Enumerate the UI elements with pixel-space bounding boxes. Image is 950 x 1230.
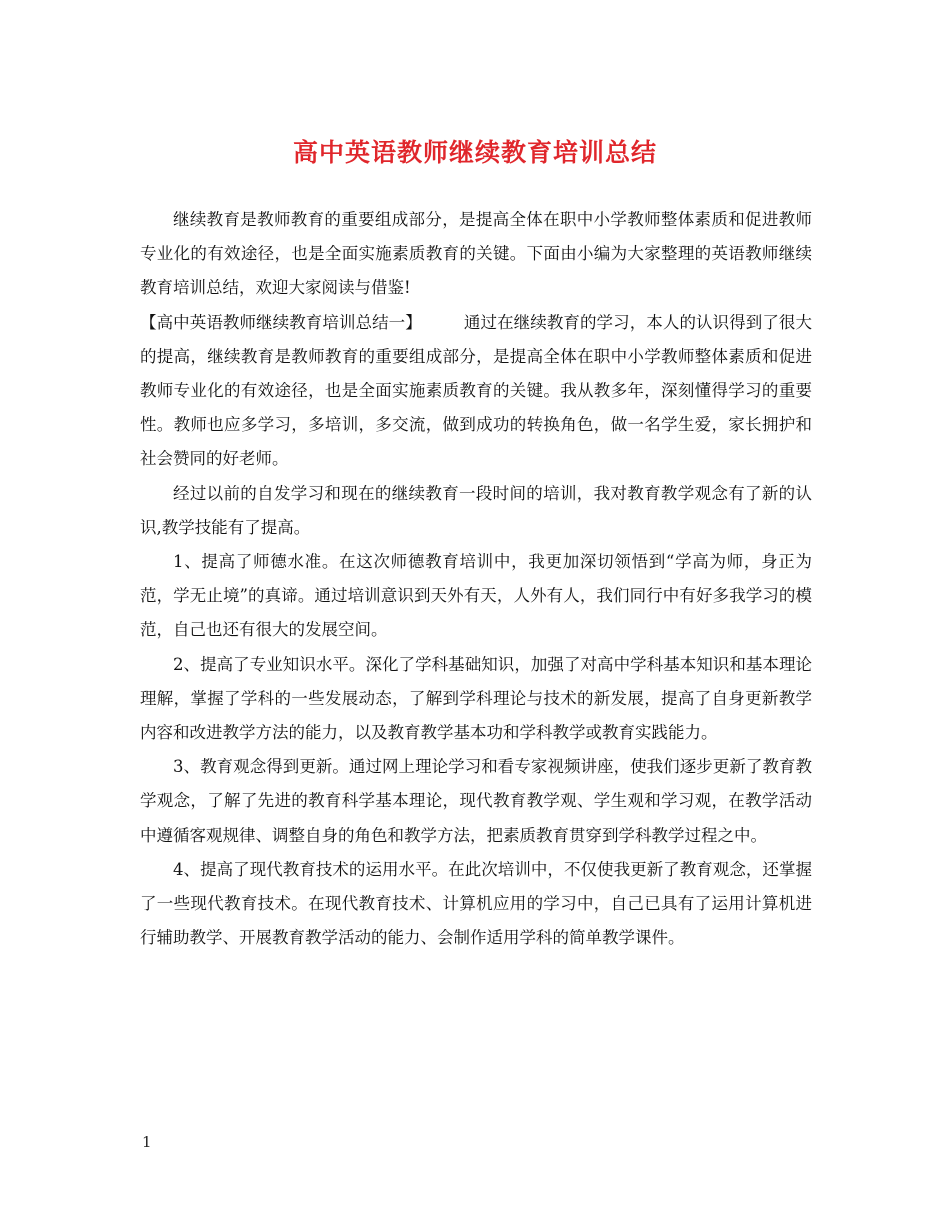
section-one-paragraph [140,306,812,477]
point-four: 4、提高了现代教育技术的运用水平。在此次培训中，不仅使我更新了教育观念，还掌握了一些现代教育技术。在现代教育技术、计算机应用的学习中，自己已具有了运用计算机进行辅助教学、开展教育教学活动的能力、会制作适用学科的简单教学课件。 [140,859,812,948]
section-one-text: 通过在继续教育的学习，本人的认识得到了很大的提高，继续教育是教师教育的重要组成部分，是提高全体在职中小学教师整体素质和促进教师专业化的有效途径，也是全面实施素质教育的关键。我从教多年，深刻懂得学习的重要性。教师也应多学习，多培训，多交流，做到成功的转换角色，做一名学生爱，家长拥护和社会赞同的好老师。 [140,312,813,469]
paragraph-two: 经过以前的自发学习和现在的继续教育一段时间的培训，我对教育教学观念有了新的认识,教学技能有了提高。 [140,483,812,537]
document-body [140,203,812,955]
page-number: 1 [142,1133,152,1151]
section-heading: 【高中英语教师继续教育培训总结一】 [140,312,422,332]
point-one: 1、提高了师德水准。在这次师德教育培训中，我更加深切领悟到“学高为师，身正为范，学无止境”的真谛。通过培训意识到天外有天，人外有人，我们同行中有好多我学习的模范，自己也还有很大的发展空间。 [140,552,812,640]
document-title: 高中英语教师继续教育培训总结 [292,138,657,167]
point-two: 2、提高了专业知识水平。深化了学科基础知识，加强了对高中学科基本知识和基本理论理解，掌握了学科的一些发展动态，了解到学科理论与技术的新发展，提高了自身更新教学内容和改进教学方法的能力，以及教育教学基本功和学科教学或教育实践能力。 [140,654,812,743]
intro-paragraph: 继续教育是教师教育的重要组成部分，是提高全体在职中小学教师整体素质和促进教师专业化的有效途径，也是全面实施素质教育的关键。下面由小编为大家整理的英语教师继续教育培训总结，欢迎大家阅读与借鉴! [140,210,812,298]
point-three: 3、教育观念得到更新。通过网上理论学习和看专家视频讲座，使我们逐步更新了教育教学观念，了解了先进的教育科学基本理论，现代教育教学观、学生观和学习观，在教学活动中遵循客观规律、调整自身的角色和教学方法，把素质教育贯穿到学科教学过程之中。 [140,757,812,845]
